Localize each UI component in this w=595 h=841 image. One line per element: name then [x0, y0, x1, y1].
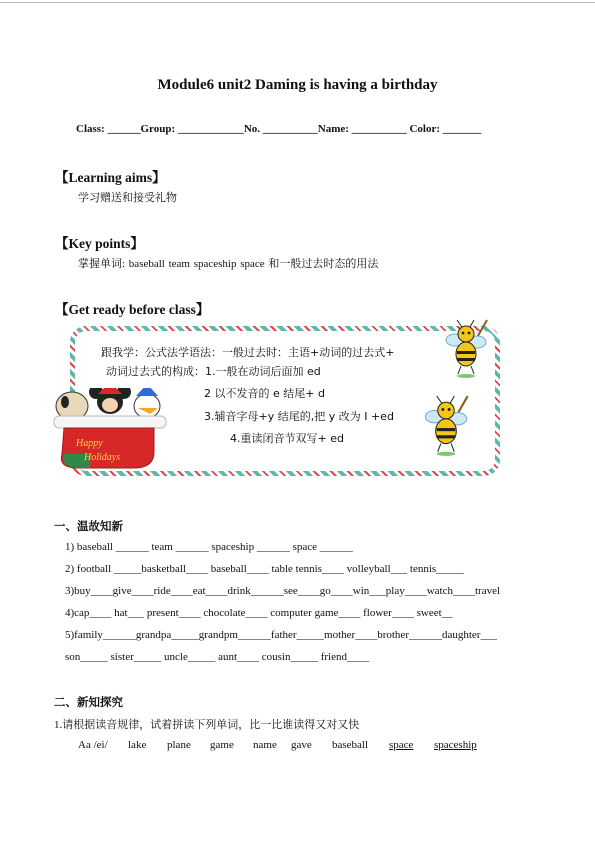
explore-heading: 二、新知探究 [54, 697, 123, 709]
document-title: Module6 unit2 Daming is having a birthday [157, 77, 438, 93]
banner-line-2: 动词过去式的构成：1.一般在动词后面加 ed [106, 365, 321, 378]
learning-aims-heading: 【Learning aims】 [55, 170, 166, 185]
phonics-label: Aa /ei/ [78, 739, 108, 751]
banner-line-4: 3.辅音字母+y 结尾的,把 y 改为 I +ed [204, 410, 394, 423]
bee-icon [420, 394, 472, 458]
word-item-underlined: space [389, 739, 414, 751]
word-item: baseball [332, 739, 369, 751]
banner-line-3: 2 以不发音的 e 结尾+ d [204, 387, 325, 400]
stocking-text: Happy [76, 438, 103, 449]
review-line-6: son_____ sister_____ uncle_____ aunt____ cousin_____ friend____ [65, 651, 369, 663]
get-ready-heading: 【Get ready before class】 [55, 302, 210, 317]
review-line-3: 3)buy____give____ride____eat____drink______see____go____win___play____watch____travel [65, 585, 501, 597]
key-points-heading: 【Key points】 [55, 236, 144, 251]
word-item: name [253, 739, 277, 751]
student-info-line: Class: ______Group: ____________No. __________Name: __________ Color: _______ [76, 123, 482, 135]
learning-aims-text: 学习赠送和接受礼物 [78, 192, 177, 204]
holiday-stocking-icon [50, 388, 170, 470]
banner-line-5: 4.重读闭音节双写+ ed [230, 432, 344, 445]
word-item: gave [291, 739, 312, 751]
word-item: game [210, 739, 234, 751]
word-item: plane [167, 739, 191, 751]
banner-line-1: 跟我学：公式法学语法：一般过去时：主语+动词的过去式+ [101, 346, 395, 359]
svg-text:Holidays: Holidays [84, 452, 121, 463]
bee-icon [441, 318, 491, 380]
key-points-text: 掌握单词: baseball team spaceship space 和一般过去时态的用法 [78, 258, 379, 270]
word-item-underlined: spaceship [434, 739, 477, 751]
grammar-banner [48, 322, 494, 472]
word-item: lake [128, 739, 147, 751]
header-rule [0, 2, 595, 3]
review-line-4: 4)cap____ hat___ present____ chocolate____ computer game____ flower____ sweet__ [65, 607, 453, 619]
review-heading: 一、温故知新 [54, 521, 123, 533]
review-line-1: 1) baseball ______ team ______ spaceship ______ space ______ [65, 541, 353, 553]
explore-instruction: 1.请根据读音规律，试着拼读下列单词，比一比谁读得又对又快 [54, 719, 360, 731]
review-line-5: 5)family______grandpa_____grandpm______father_____mother____brother______daughter___ [65, 629, 497, 641]
review-line-2: 2) football _____basketball____ baseball____ table tennis____ volleyball___ tennis_____ [65, 563, 464, 575]
